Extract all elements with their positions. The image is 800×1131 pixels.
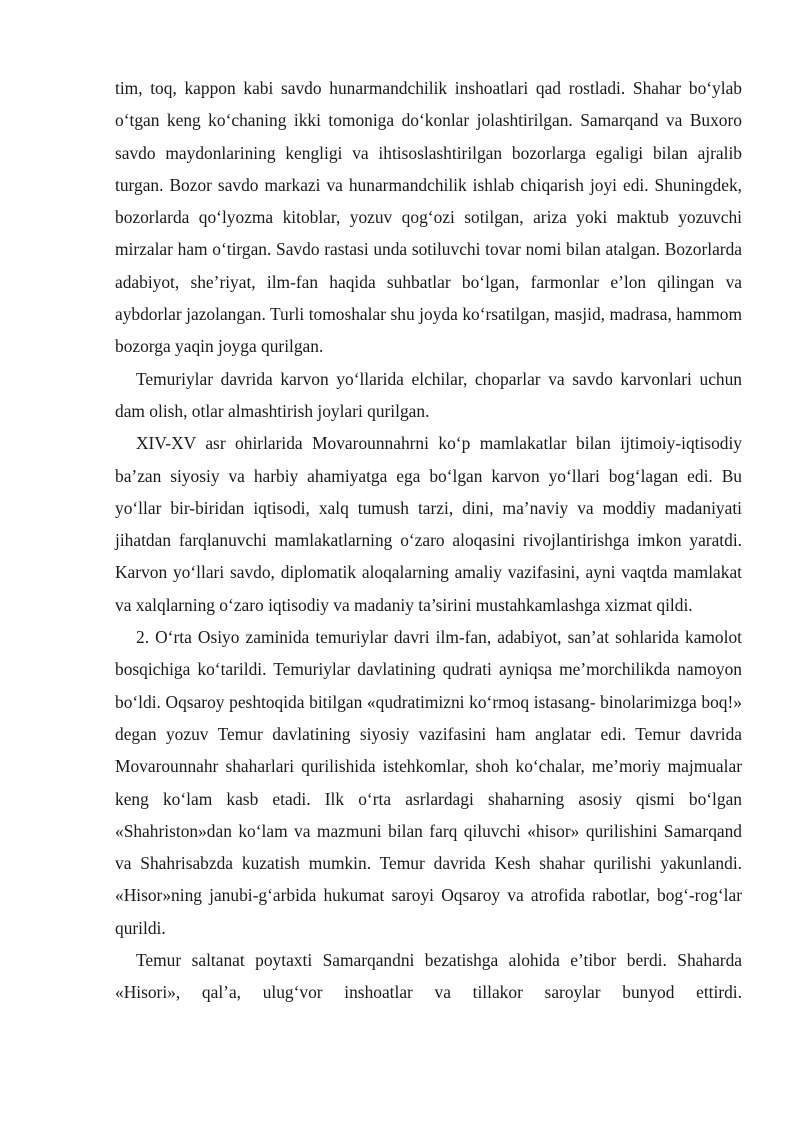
paragraph-bazaars: tim, toq, kappon kabi savdo hunarmandchilik inshoatlari qad rostladi. Shahar bo‘ylab o‘tgan keng ko‘chaning ikki tomoniga do‘konlar jolashtirilgan. Samarqand va Buxoro savdo maydonlarining kengligi va ihtisoslashtirilgan bozorlarga egaligi bilan ajralib turgan. Bozor savdo markazi va hunarmandchilik ishlab chiqarish joyi edi. Shuningdek, bozorlarda qo‘lyozma kitoblar, yozuv qog‘ozi sotilgan, ariza yoki maktub yozuvchi mirzalar ham o‘tirgan. Savdo rastasi unda sotiluvchi tovar nomi bilan atalgan. Bozorlarda adabiyot, she’riyat, ilm-fan haqida suhbatlar bo‘lgan, farmonlar e’lon qilingan va aybdorlar jazolangan. Turli tomoshalar shu joyda ko‘rsatilgan, masjid, madrasa, hammom bozorga yaqin joyga qurilgan.	[115, 78, 742, 357]
paragraph-caravan-routes: XIV-XV asr ohirlarida Movarounnahrni ko‘p mamlakatlar bilan ijtimoiy-iqtisodiy ba’zan siyosiy va harbiy ahamiyatga ega bo‘lgan karvon yo‘llari bog‘lagan edi. Bu yo‘llar bir-biridan iqtisodi, xalq tumush tarzi, dini, ma’naviy va moddiy madaniyati jihatdan farqlanuvchi mamlakatlarning o‘zaro aloqasini rivojlantirishga imkon yaratdi. Karvon yo‘llari savdo, diplomatik aloqalarning amaliy vazifasini, ayni vaqtda mamlakat va xalqlarning o‘zaro iqtisodiy va madaniy ta’sirini mustahkamlashga xizmat qildi.	[115, 433, 742, 615]
paragraph-samarkand: Temur saltanat poytaxti Samarqandni bezatishga alohida e’tibor berdi. Shaharda «Hisori», qal’a, ulug‘vor inshoatlar va tillakor saroylar bunyod ettirdi.	[115, 950, 742, 1003]
paragraph-caravan-stations: Temuriylar davrida karvon yo‘llarida elchilar, choparlar va savdo karvonlari uchun dam olish, otlar almashtirish joylari qurilgan.	[115, 368, 742, 421]
paragraph-architecture: 2. O‘rta Osiyo zaminida temuriylar davri ilm-fan, adabiyot, san’at sohlarida kamolot bosqichiga ko‘tarildi. Temuriylar davlatining qudrati ayniqsa me’morchilikda namoyon bo‘ldi. Oqsaroy peshtoqida bitilgan «qudratimizni ko‘rmoq istasang- binolarimizga boq!» degan yozuv Temur davlatining siyosiy vazifasini ham anglatar edi. Temur davrida Movarounnahr shaharlari qurilishida istehkomlar, shoh ko‘chalar, me’moriy majmualar keng ko‘lam kasb etadi. Ilk o‘rta asrlardagi shaharning asosiy qismi bo‘lgan «Shahriston»dan ko‘lam va mazmuni bilan farq qiluvchi «hisor» qurilishini Samarqand va Shahrisabzda kuzatish mumkin. Temur davrida Kesh shahar qurilishi yakunlandi. «Hisor»ning janubi-g‘arbida hukumat saroyi Oqsaroy va atrofida rabotlar, bog‘-rog‘lar qurildi.	[115, 627, 742, 938]
document-page	[115, 72, 742, 1009]
